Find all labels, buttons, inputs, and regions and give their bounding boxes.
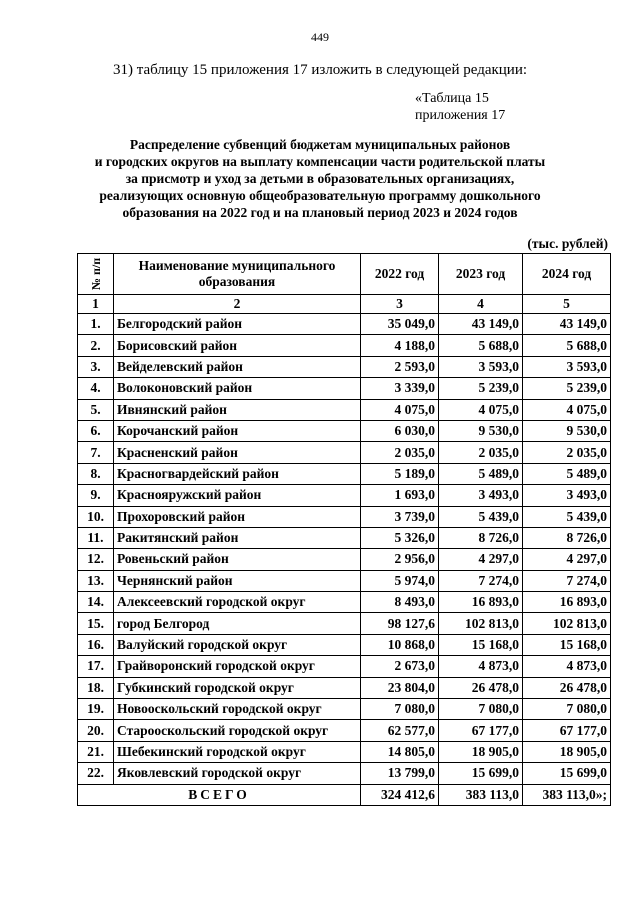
header-2022: 2022 год [361,254,439,295]
row-value-2022: 14 805,0 [361,741,439,762]
row-value-2023: 4 297,0 [439,549,523,570]
row-value-2023: 15 699,0 [439,763,523,784]
row-name: Валуйский городской округ [114,634,361,655]
row-name: Краснояружский район [114,485,361,506]
row-number: 6. [78,420,114,441]
row-value-2024: 15 168,0 [523,634,611,655]
row-value-2023: 16 893,0 [439,592,523,613]
row-value-2024: 4 873,0 [523,656,611,677]
row-name: Алексеевский городской округ [114,592,361,613]
row-name: Ровеньский район [114,549,361,570]
table-row [78,463,611,484]
table-row [78,356,611,377]
heading-line-3: за присмотр и уход за детьми в образовательных организациях, [125,171,515,186]
row-number: 19. [78,699,114,720]
row-name: город Белгород [114,613,361,634]
index-cell: 1 [78,295,114,314]
index-cell: 5 [523,295,611,314]
row-value-2024: 7 274,0 [523,570,611,591]
row-value-2023: 4 873,0 [439,656,523,677]
row-value-2023: 7 274,0 [439,570,523,591]
row-value-2022: 2 673,0 [361,656,439,677]
heading-line-1: Распределение субвенций бюджетам муниципальных районов [129,137,511,152]
row-value-2024: 26 478,0 [523,677,611,698]
row-value-2023: 5 439,0 [439,506,523,527]
row-value-2024: 5 239,0 [523,378,611,399]
row-value-2022: 1 693,0 [361,485,439,506]
row-number: 22. [78,763,114,784]
page-number: 449 [311,30,329,44]
row-value-2023: 15 168,0 [439,634,523,655]
row-value-2023: 26 478,0 [439,677,523,698]
row-name: Волоконовский район [114,378,361,399]
row-number: 18. [78,677,114,698]
table-row [78,656,611,677]
table-row [78,378,611,399]
row-value-2024: 16 893,0 [523,592,611,613]
row-value-2023: 18 905,0 [439,741,523,762]
row-value-2024: 18 905,0 [523,741,611,762]
table-row [78,399,611,420]
row-value-2022: 8 493,0 [361,592,439,613]
row-number: 11. [78,527,114,548]
row-name: Яковлевский городской округ [114,763,361,784]
row-number: 13. [78,570,114,591]
header-2024: 2024 год [523,254,611,295]
row-number: 15. [78,613,114,634]
row-value-2023: 43 149,0 [439,314,523,335]
total-2022: 324 412,6 [361,784,439,805]
total-label: ВСЕГО [78,784,361,805]
row-value-2024: 67 177,0 [523,720,611,741]
row-name: Прохоровский район [114,506,361,527]
total-2024: 383 113,0»; [523,784,611,805]
row-value-2023: 4 075,0 [439,399,523,420]
table-row [78,420,611,441]
header-name [114,254,361,295]
row-value-2024: 5 688,0 [523,335,611,356]
row-value-2022: 3 339,0 [361,378,439,399]
row-value-2023: 102 813,0 [439,613,523,634]
row-name: Грайворонский городской округ [114,656,361,677]
row-value-2023: 5 489,0 [439,463,523,484]
subvention-table [77,253,611,806]
row-number: 14. [78,592,114,613]
row-value-2023: 5 239,0 [439,378,523,399]
row-number: 2. [78,335,114,356]
row-value-2022: 10 868,0 [361,634,439,655]
row-value-2024: 15 699,0 [523,763,611,784]
table-row [78,677,611,698]
row-value-2024: 2 035,0 [523,442,611,463]
table-header-row [78,254,611,295]
row-value-2023: 67 177,0 [439,720,523,741]
index-cell: 2 [114,295,361,314]
document-heading [0,136,640,221]
row-name: Вейделевский район [114,356,361,377]
row-value-2024: 3 493,0 [523,485,611,506]
table-row [78,506,611,527]
row-value-2023: 5 688,0 [439,335,523,356]
row-value-2024: 7 080,0 [523,699,611,720]
index-cell: 4 [439,295,523,314]
row-value-2023: 2 035,0 [439,442,523,463]
table-row [78,527,611,548]
row-value-2023: 3 493,0 [439,485,523,506]
row-value-2023: 8 726,0 [439,527,523,548]
row-number: 8. [78,463,114,484]
column-index-row [78,295,611,314]
table-row [78,549,611,570]
row-name: Губкинский городской округ [114,677,361,698]
total-2023: 383 113,0 [439,784,523,805]
row-value-2023: 7 080,0 [439,699,523,720]
row-number: 16. [78,634,114,655]
row-name: Красненский район [114,442,361,463]
row-value-2022: 5 189,0 [361,463,439,484]
row-name: Борисовский район [114,335,361,356]
row-name: Ракитянский район [114,527,361,548]
table-ref-line-1: «Таблица 15 [415,91,489,106]
heading-line-5: образования на 2022 год и на плановый период 2023 и 2024 годов [122,205,518,220]
row-value-2022: 98 127,6 [361,613,439,634]
heading-line-2: и городских округов на выплату компенсации части родительской платы [94,154,546,169]
row-number: 9. [78,485,114,506]
table-row [78,613,611,634]
row-number: 3. [78,356,114,377]
index-cell: 3 [361,295,439,314]
table-row [78,335,611,356]
table-row [78,634,611,655]
row-value-2024: 5 489,0 [523,463,611,484]
table-row [78,485,611,506]
heading-line-4: реализующих основную общеобразовательную программу дошкольного [99,188,541,203]
row-value-2022: 35 049,0 [361,314,439,335]
row-value-2024: 8 726,0 [523,527,611,548]
row-value-2024: 5 439,0 [523,506,611,527]
row-value-2022: 3 739,0 [361,506,439,527]
table-row [78,763,611,784]
row-value-2024: 43 149,0 [523,314,611,335]
header-number: № п/п [78,254,114,295]
row-value-2022: 4 188,0 [361,335,439,356]
row-name: Шебекинский городской округ [114,741,361,762]
table-row [78,314,611,335]
table-row [78,741,611,762]
table-row [78,699,611,720]
header-name-line-1: Наименование муниципального [138,258,336,273]
row-number: 12. [78,549,114,570]
units-label: (тыс. рублей) [527,236,608,251]
row-name: Корочанский район [114,420,361,441]
row-number: 4. [78,378,114,399]
row-value-2024: 3 593,0 [523,356,611,377]
row-value-2024: 4 297,0 [523,549,611,570]
row-name: Новооскольский городской округ [114,699,361,720]
table-row [78,592,611,613]
row-number: 5. [78,399,114,420]
row-value-2024: 9 530,0 [523,420,611,441]
row-name: Старооскольский городской округ [114,720,361,741]
header-name-line-2: образования [198,274,276,289]
row-value-2023: 3 593,0 [439,356,523,377]
row-value-2022: 62 577,0 [361,720,439,741]
table-row [78,720,611,741]
table-row [78,570,611,591]
row-number: 21. [78,741,114,762]
row-name: Ивнянский район [114,399,361,420]
row-name: Красногвардейский район [114,463,361,484]
header-2023: 2023 год [439,254,523,295]
row-number: 7. [78,442,114,463]
row-value-2022: 2 956,0 [361,549,439,570]
row-value-2022: 4 075,0 [361,399,439,420]
row-value-2022: 2 593,0 [361,356,439,377]
row-value-2022: 13 799,0 [361,763,439,784]
row-number: 1. [78,314,114,335]
intro-text: 31) таблицу 15 приложения 17 изложить в следующей редакции: [112,62,528,78]
row-value-2022: 5 974,0 [361,570,439,591]
table-reference [415,90,505,124]
row-value-2024: 4 075,0 [523,399,611,420]
row-value-2022: 5 326,0 [361,527,439,548]
row-number: 20. [78,720,114,741]
row-number: 10. [78,506,114,527]
row-value-2022: 6 030,0 [361,420,439,441]
table-ref-line-2: приложения 17 [415,108,506,123]
row-value-2023: 9 530,0 [439,420,523,441]
row-value-2022: 7 080,0 [361,699,439,720]
table-row [78,442,611,463]
row-name: Белгородский район [114,314,361,335]
row-value-2022: 2 035,0 [361,442,439,463]
row-value-2022: 23 804,0 [361,677,439,698]
total-row [78,784,611,805]
row-name: Чернянский район [114,570,361,591]
row-number: 17. [78,656,114,677]
row-value-2024: 102 813,0 [523,613,611,634]
